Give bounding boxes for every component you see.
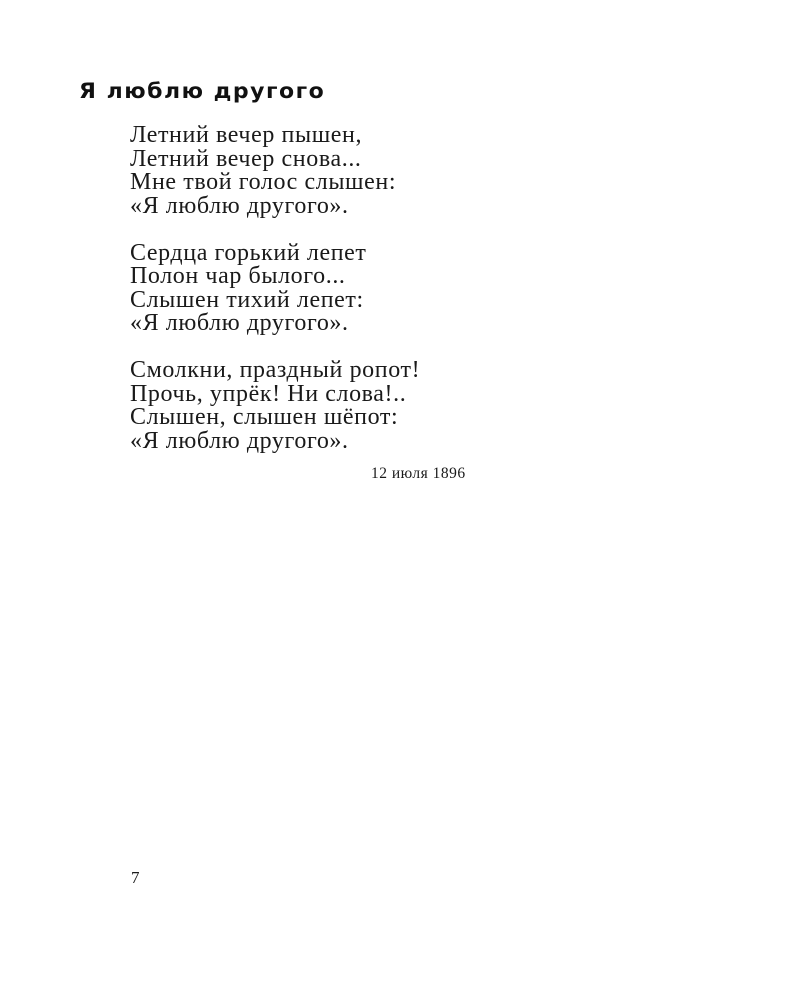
poem-line: Прочь, упрёк! Ни слова!.. — [130, 380, 407, 407]
poem-line: Полон чар былого... — [130, 263, 346, 289]
poem-line: «Я люблю другого». — [130, 192, 349, 219]
stanza-2 — [130, 239, 420, 336]
poem-line: Слышен, слышен шёпот: — [130, 404, 399, 430]
poem-line: Сердца горький лепет — [130, 239, 367, 266]
poem-title: Я люблю другого — [79, 80, 326, 104]
stanza-3 — [130, 359, 420, 453]
poem-body — [130, 124, 420, 477]
poem-line: Мне твой голос слышен: — [130, 169, 397, 195]
page-number: 7 — [131, 868, 140, 887]
poem-line: Смолкни, праздный ропот! — [130, 357, 421, 383]
poem-line: Летний вечер снова... — [130, 145, 362, 172]
poem-line: Слышен тихий лепет: — [130, 286, 364, 313]
stanza-1 — [130, 124, 420, 218]
poem-line: Летний вечер пышен, — [130, 122, 363, 148]
poem-line: «Я люблю другого». — [130, 310, 349, 336]
poem-date: 12 июля 1896 — [371, 465, 466, 482]
poem-line: «Я люблю другого». — [130, 427, 349, 454]
